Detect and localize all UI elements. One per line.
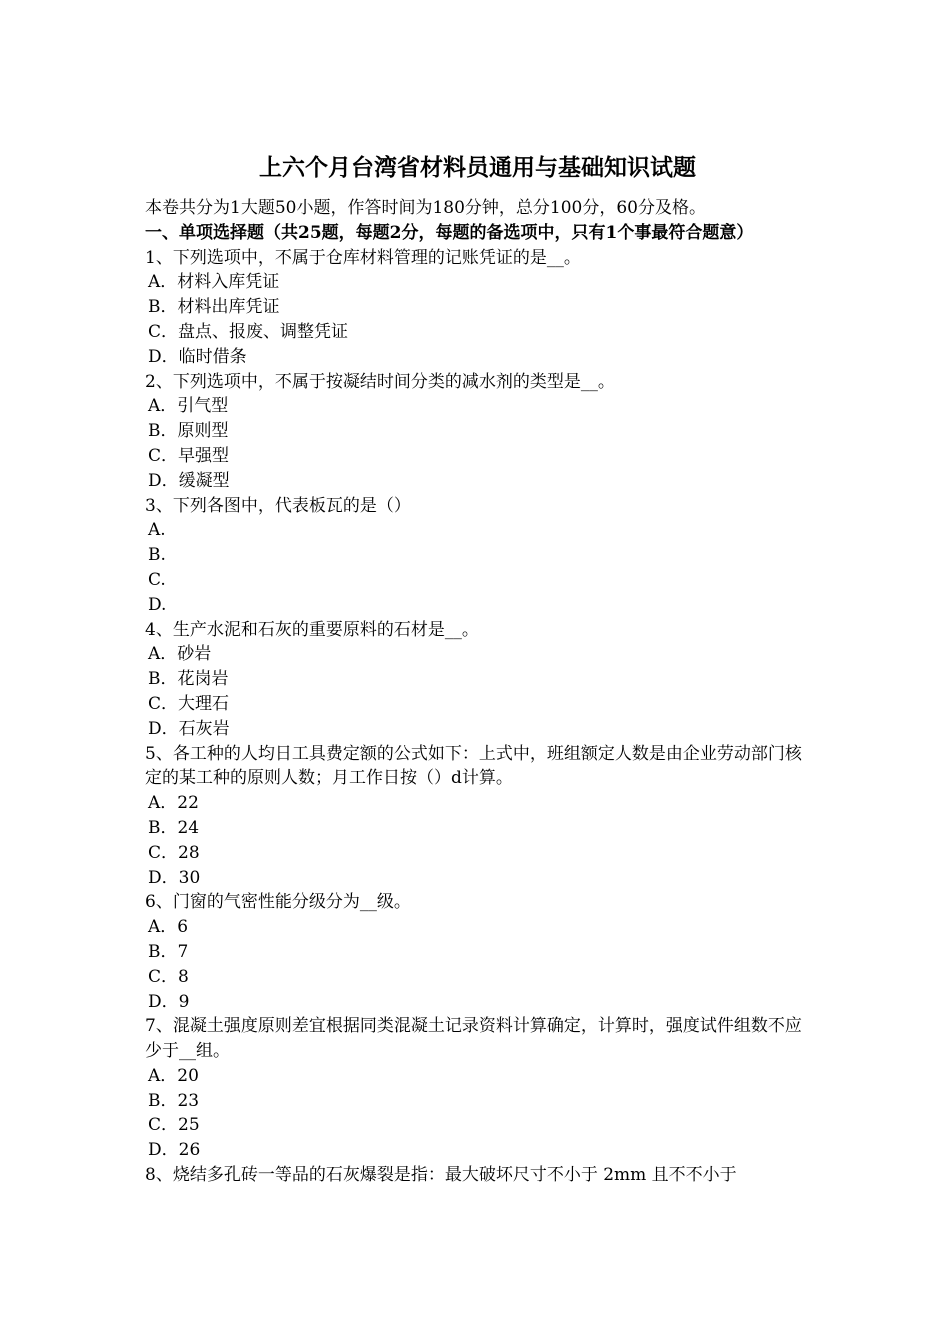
answer-option: B．7 [148,941,189,962]
answer-option: C. [148,569,166,590]
answer-option: D．9 [148,991,190,1012]
answer-option: C．28 [148,842,200,863]
question-text: 6、门窗的气密性能分级分为__级。 [145,892,411,913]
section-heading: 一、单项选择题（共25题，每题2分，每题的备选项中，只有1个事最符合题意） [145,222,754,243]
answer-option: B. [148,545,166,566]
answer-option: D．临时借条 [148,346,247,367]
answer-option: A．6 [148,917,189,938]
question-block [145,494,810,618]
document-title: 上六个月台湾省材料员通用与基础知识试题 [259,154,696,181]
answer-option: B．原则型 [148,421,229,442]
question-text: 4、生产水泥和石灰的重要原料的石材是__。 [145,619,479,640]
answer-option: B．23 [148,1090,200,1111]
answer-option: A．砂岩 [148,644,212,665]
answer-option: D．30 [148,867,201,888]
answer-option: A．22 [148,793,199,814]
answer-option: B．24 [148,817,200,838]
question-block [145,1163,810,1188]
question-text: 1、下列选项中，不属于仓库材料管理的记账凭证的是__。 [145,247,581,268]
answer-option: A. [148,520,166,541]
answer-option: A．引气型 [148,396,229,417]
answer-option: B．花岗岩 [148,669,229,690]
answer-option: C．8 [148,966,189,987]
answer-option: C．25 [148,1115,200,1136]
document-page [145,150,810,1188]
question-block [145,246,810,370]
question-text: 3、下列各图中，代表板瓦的是（） [145,495,411,516]
question-block [145,618,810,742]
question-block [145,890,810,1014]
question-text: 2、下列选项中，不属于按凝结时间分类的减水剂的类型是__。 [145,371,615,392]
answer-option: B．材料出库凭证 [148,297,280,318]
answer-option: D．缓凝型 [148,470,230,491]
question-text: 5、各工种的人均日工具费定额的公式如下：上式中，班组额定人数是由企业劳动部门核定的某工种的原则人数；月工作日按（）d计算。 [145,743,802,789]
question-block [145,742,810,891]
answer-option: A．20 [148,1065,199,1086]
answer-option: C．早强型 [148,445,230,466]
answer-option: D．26 [148,1140,201,1161]
exam-intro: 本卷共分为1大题50小题，作答时间为180分钟，总分100分，60分及格。 [145,198,706,218]
question-text: 7、混凝土强度原则差宜根据同类混凝土记录资料计算确定，计算时，强度试件组数不应少于__组。 [145,1016,802,1062]
question-text: 8、烧结多孔砖一等品的石灰爆裂是指：最大破坏尺寸不小于 2mm 且不不小于 [145,1165,737,1186]
answer-option: C．盘点、报废、调整凭证 [148,321,349,342]
answer-option: D. [148,594,167,615]
question-block [145,370,810,494]
answer-option: C．大理石 [148,693,230,714]
question-block [145,1014,810,1163]
answer-option: A．材料入库凭证 [148,272,280,293]
answer-option: D．石灰岩 [148,718,230,739]
question-list [145,246,810,1188]
